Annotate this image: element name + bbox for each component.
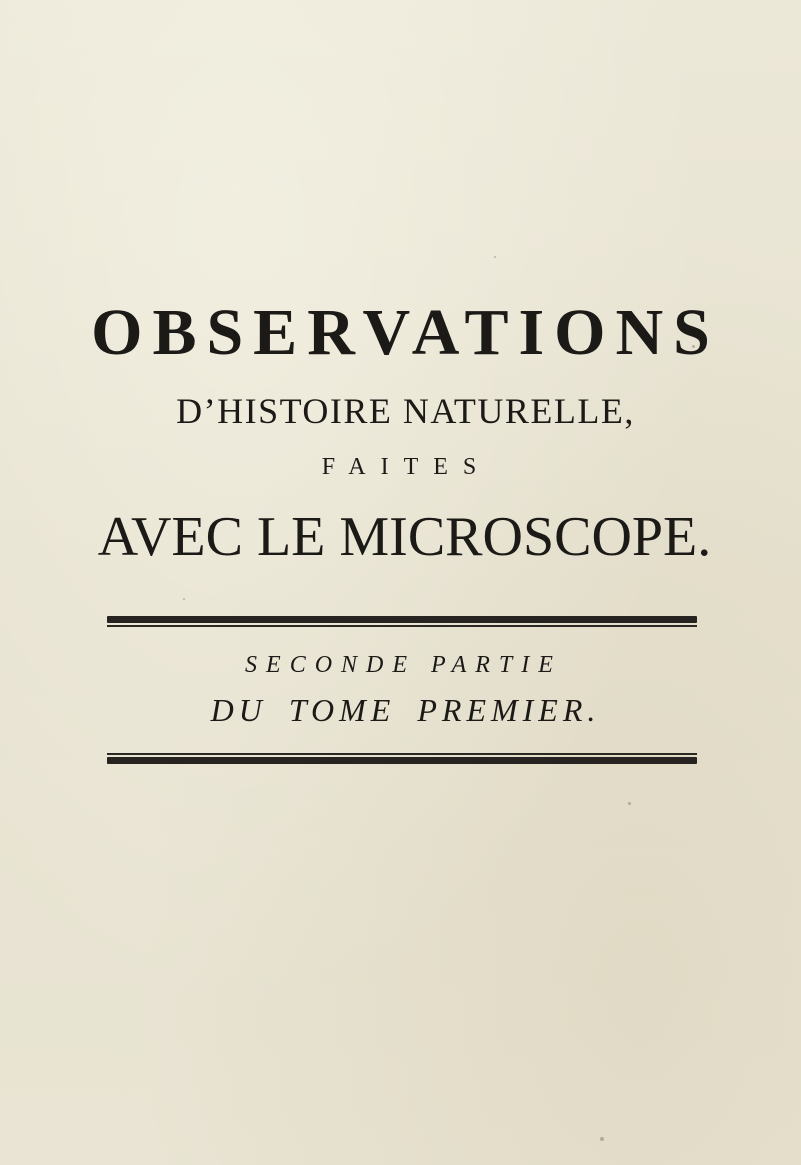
paper-speck	[692, 345, 695, 348]
paper-speck	[183, 598, 185, 600]
top-rule-thick-line	[107, 616, 697, 623]
top-double-rule	[107, 616, 697, 627]
paper-speck	[600, 1137, 604, 1141]
bottom-rule-thick-line	[107, 757, 697, 764]
volume-ordinal: PREMIER.	[417, 692, 601, 728]
part-label: SECONDE PARTIE	[245, 652, 562, 678]
volume-prefix: DU	[210, 692, 267, 728]
volume-word: TOME	[288, 692, 396, 728]
paper-speck	[494, 256, 496, 258]
top-rule-thin-line	[107, 625, 697, 627]
title-instrument: AVEC LE MICROSCOPE.	[97, 506, 712, 568]
paper-speck	[628, 802, 631, 805]
volume-line	[0, 690, 801, 730]
title-main: OBSERVATIONS	[91, 296, 720, 369]
title-subtitle: D’HISTOIRE NATURELLE,	[176, 391, 635, 431]
title-connector: FAITES	[321, 454, 492, 480]
bottom-double-rule	[107, 753, 697, 764]
